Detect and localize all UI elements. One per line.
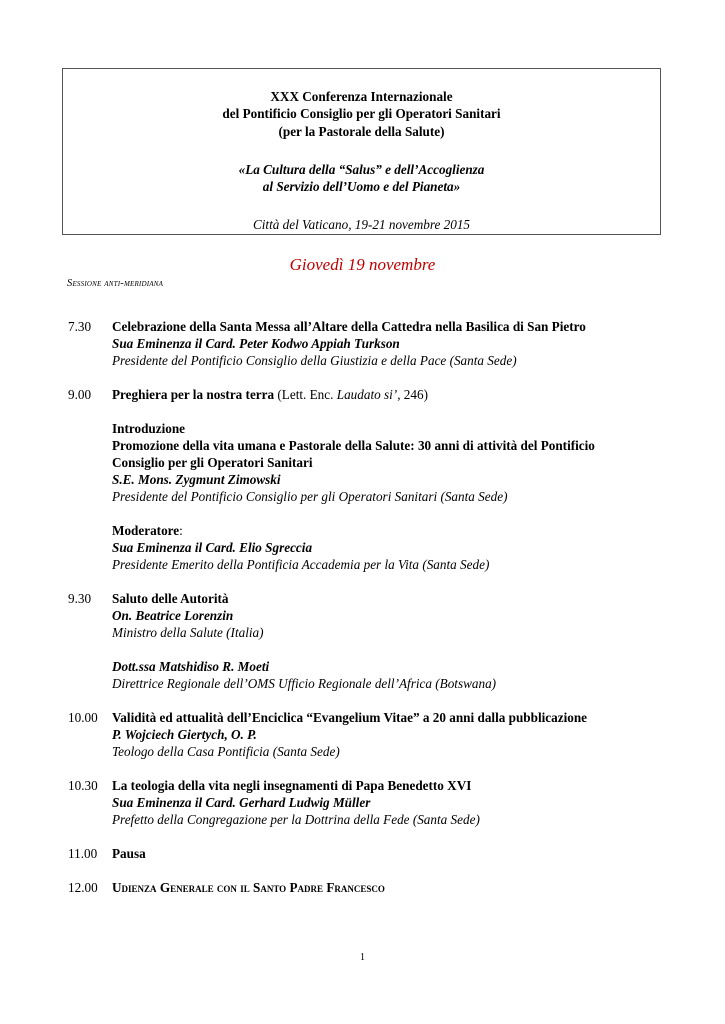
conference-header-box — [62, 68, 661, 235]
page-number: 1 — [360, 952, 365, 963]
time-900: 9.00 — [68, 387, 92, 402]
item-730-role: Presidente del Pontificio Consiglio della Giustizia e della Pace (Santa Sede) — [112, 353, 517, 368]
item-1000-title: Validità ed attualità dell’Enciclica “Evangelium Vitae” a 20 anni dalla pubblicazione — [112, 710, 588, 725]
time-1100: 11.00 — [68, 846, 98, 861]
item-900-ref-pre: (Lett. Enc. — [274, 387, 337, 402]
item-1000-speaker: P. Wojciech Giertych, O. P. — [112, 727, 257, 742]
moderator-role: Presidente Emerito della Pontificia Accademia per la Vita (Santa Sede) — [112, 557, 490, 572]
item-900-ref-post: , 246) — [397, 387, 428, 402]
item-930-role2: Direttrice Regionale dell’OMS Ufficio Regionale dell’Africa (Botswana) — [112, 676, 497, 691]
item-930-speaker1: On. Beatrice Lorenzin — [112, 608, 234, 623]
time-730: 7.30 — [68, 319, 92, 334]
item-730-title: Celebrazione della Santa Messa all’Altare della Cattedra nella Basilica di San Pietro — [112, 319, 586, 334]
conference-title: XXX Conferenza Internazionale — [270, 89, 453, 104]
item-1030-role: Prefetto della Congregazione per la Dottrina della Fede (Santa Sede) — [112, 812, 480, 827]
moderator-line — [112, 522, 183, 539]
item-930-role1: Ministro della Salute (Italia) — [112, 625, 264, 640]
moderator-speaker: Sua Eminenza il Card. Elio Sgreccia — [112, 540, 313, 555]
intro-role: Presidente del Pontificio Consiglio per gli Operatori Sanitari (Santa Sede) — [112, 489, 508, 504]
conference-subtitle: (per la Pastorale della Salute) — [278, 124, 445, 139]
item-900-title: Preghiera per la nostra terra — [112, 387, 275, 402]
conference-theme-line1: «La Cultura della “Salus” e dell’Accoglienza — [238, 162, 485, 177]
time-1000: 10.00 — [68, 710, 98, 725]
moderator-colon: : — [179, 523, 183, 538]
moderator-label: Moderatore — [112, 523, 180, 538]
item-730-speaker: Sua Eminenza il Card. Peter Kodwo Appiah Turkson — [112, 336, 400, 351]
intro-label: Introduzione — [112, 421, 186, 436]
intro-title-line1: Promozione della vita umana e Pastorale della Salute: 30 anni di attività del Pontificio — [112, 438, 595, 453]
session-label: Sessione anti-meridiana — [67, 278, 164, 289]
item-930-speaker2: Dott.ssa Matshidiso R. Moeti — [112, 659, 270, 674]
item-1030-title: La teologia della vita negli insegnamenti di Papa Benedetto XVI — [112, 778, 472, 793]
item-900-title-line — [112, 386, 428, 403]
day-title: Giovedì 19 novembre — [289, 255, 436, 274]
time-1200: 12.00 — [68, 880, 98, 895]
time-930: 9.30 — [68, 591, 92, 606]
conference-theme-line2: al Servizio dell’Uomo e del Pianeta» — [262, 179, 461, 194]
item-1100-title: Pausa — [112, 846, 146, 861]
conference-place-date: Città del Vaticano, 19-21 novembre 2015 — [252, 217, 471, 232]
intro-title-line2: Consiglio per gli Operatori Sanitari — [112, 455, 313, 470]
item-900-ref-italic: Laudato si’ — [336, 387, 398, 402]
time-1030: 10.30 — [68, 778, 98, 793]
item-1200-title: Udienza Generale con il Santo Padre Francesco — [112, 880, 385, 895]
item-1030-speaker: Sua Eminenza il Card. Gerhard Ludwig Müller — [112, 795, 371, 810]
intro-speaker: S.E. Mons. Zygmunt Zimowski — [112, 472, 281, 487]
item-930-title: Saluto delle Autorità — [112, 591, 229, 606]
item-1000-role: Teologo della Casa Pontificia (Santa Sede) — [112, 744, 340, 759]
conference-organizer: del Pontificio Consiglio per gli Operatori Sanitari — [222, 106, 501, 121]
